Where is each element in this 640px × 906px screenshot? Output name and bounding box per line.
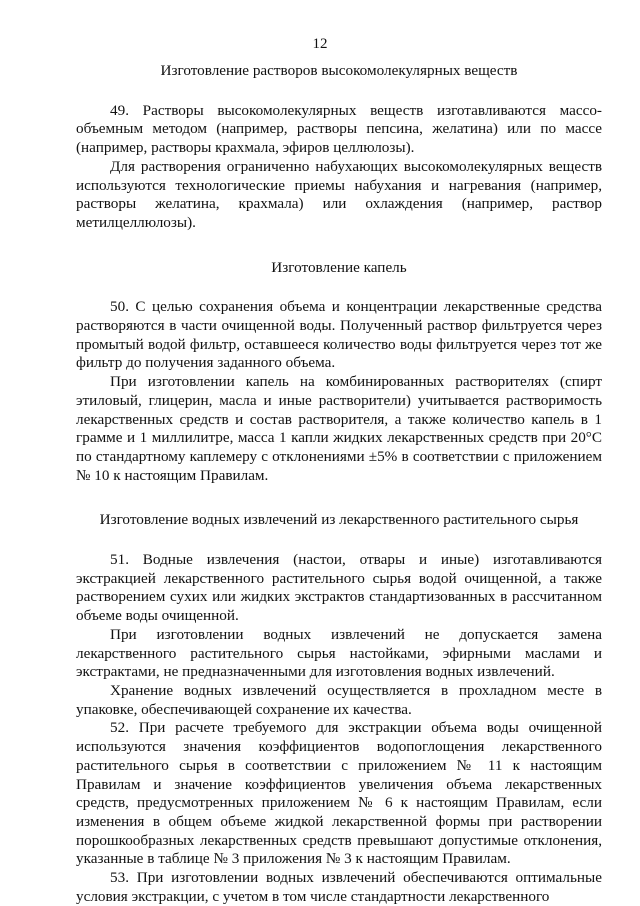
paragraph-51: 51. Водные извлечения (настои, отвары и иные) изготавливаются экстракцией лекарственного растительного сырья водой очищенной, а также растворением сухих или жидких экстрактов стандартизованных в рассчитанном объеме воды очищенной. bbox=[76, 551, 602, 625]
page-content bbox=[76, 62, 602, 906]
section-heading-drops: Изготовление капель bbox=[271, 258, 407, 276]
section-heading-hmw-solutions: Изготовление растворов высокомолекулярных веществ bbox=[160, 62, 518, 79]
paragraph-53: 53. При изготовлении водных извлечений обеспечиваются оптимальные условия экстракции, с учетом в том числе стандартности лекарственного bbox=[76, 869, 602, 905]
paragraph-50: 50. С целью сохранения объема и концентрации лекарственные средства растворяются в части очищенной воды. Полученный раствор фильтруется через промытый водой фильтр, оставшееся количество воды фильтруется через тот же фильтр до получения заданного объема. bbox=[76, 298, 602, 372]
paragraph-49: 49. Растворы высокомолекулярных веществ изготавливаются массо-объемным методом (например, растворы пепсина, желатина) или по массе (например, растворы крахмала, эфиров целлюлозы). bbox=[76, 101, 602, 157]
paragraph-51-replacement: При изготовлении водных извлечений не допускается замена лекарственного растительного сырья настойками, эфирными маслами и экстрактами, не предназначенными для изготовления водных извлечений. bbox=[76, 625, 602, 681]
paragraph-52: 52. При расчете требуемого для экстракции объема воды очищенной используются значения коэффициентов водопоглощения лекарственного растительного сырья в соответствии с приложением № 11 к настоящим Правилам и значение коэффициентов увеличения объема лекарственных средств, предусмотренных приложением № 6 к настоящим Правилам, если изменения в общем объеме жидкой лекарственной формы при растворении порошкообразных лекарственных средств превышают допустимые отклонения, указанные в таблице № 3 приложения № 3 к настоящим Правилам. bbox=[76, 719, 602, 868]
paragraph-51-storage: Хранение водных извлечений осуществляется в прохладном месте в упаковке, обеспечивающей сохранение их качества. bbox=[76, 681, 602, 718]
section-heading-aqueous-extracts: Изготовление водных извлечений из лекарственного растительного сырья bbox=[99, 511, 579, 529]
paragraph-49-swelling: Для растворения ограниченно набухающих высокомолекулярных веществ используются технологические приемы набухания и нагревания (например, растворы желатина, крахмала) или охлаждения (например, раствор метилцеллюлозы). bbox=[76, 157, 602, 231]
paragraph-50-combined-solvents: При изготовлении капель на комбинированных растворителях (спирт этиловый, глицерин, масла и иные растворители) учитывается растворимость лекарственных средств и состав растворителя, а также количество капель в 1 грамме и 1 миллилитре, масса 1 капли жидких лекарственных средств при 20°С по стандартному каплемеру с отклонениями ±5% в соответствии с приложением № 10 к настоящим Правилам. bbox=[76, 373, 602, 484]
page-number: 12 bbox=[312, 36, 328, 52]
